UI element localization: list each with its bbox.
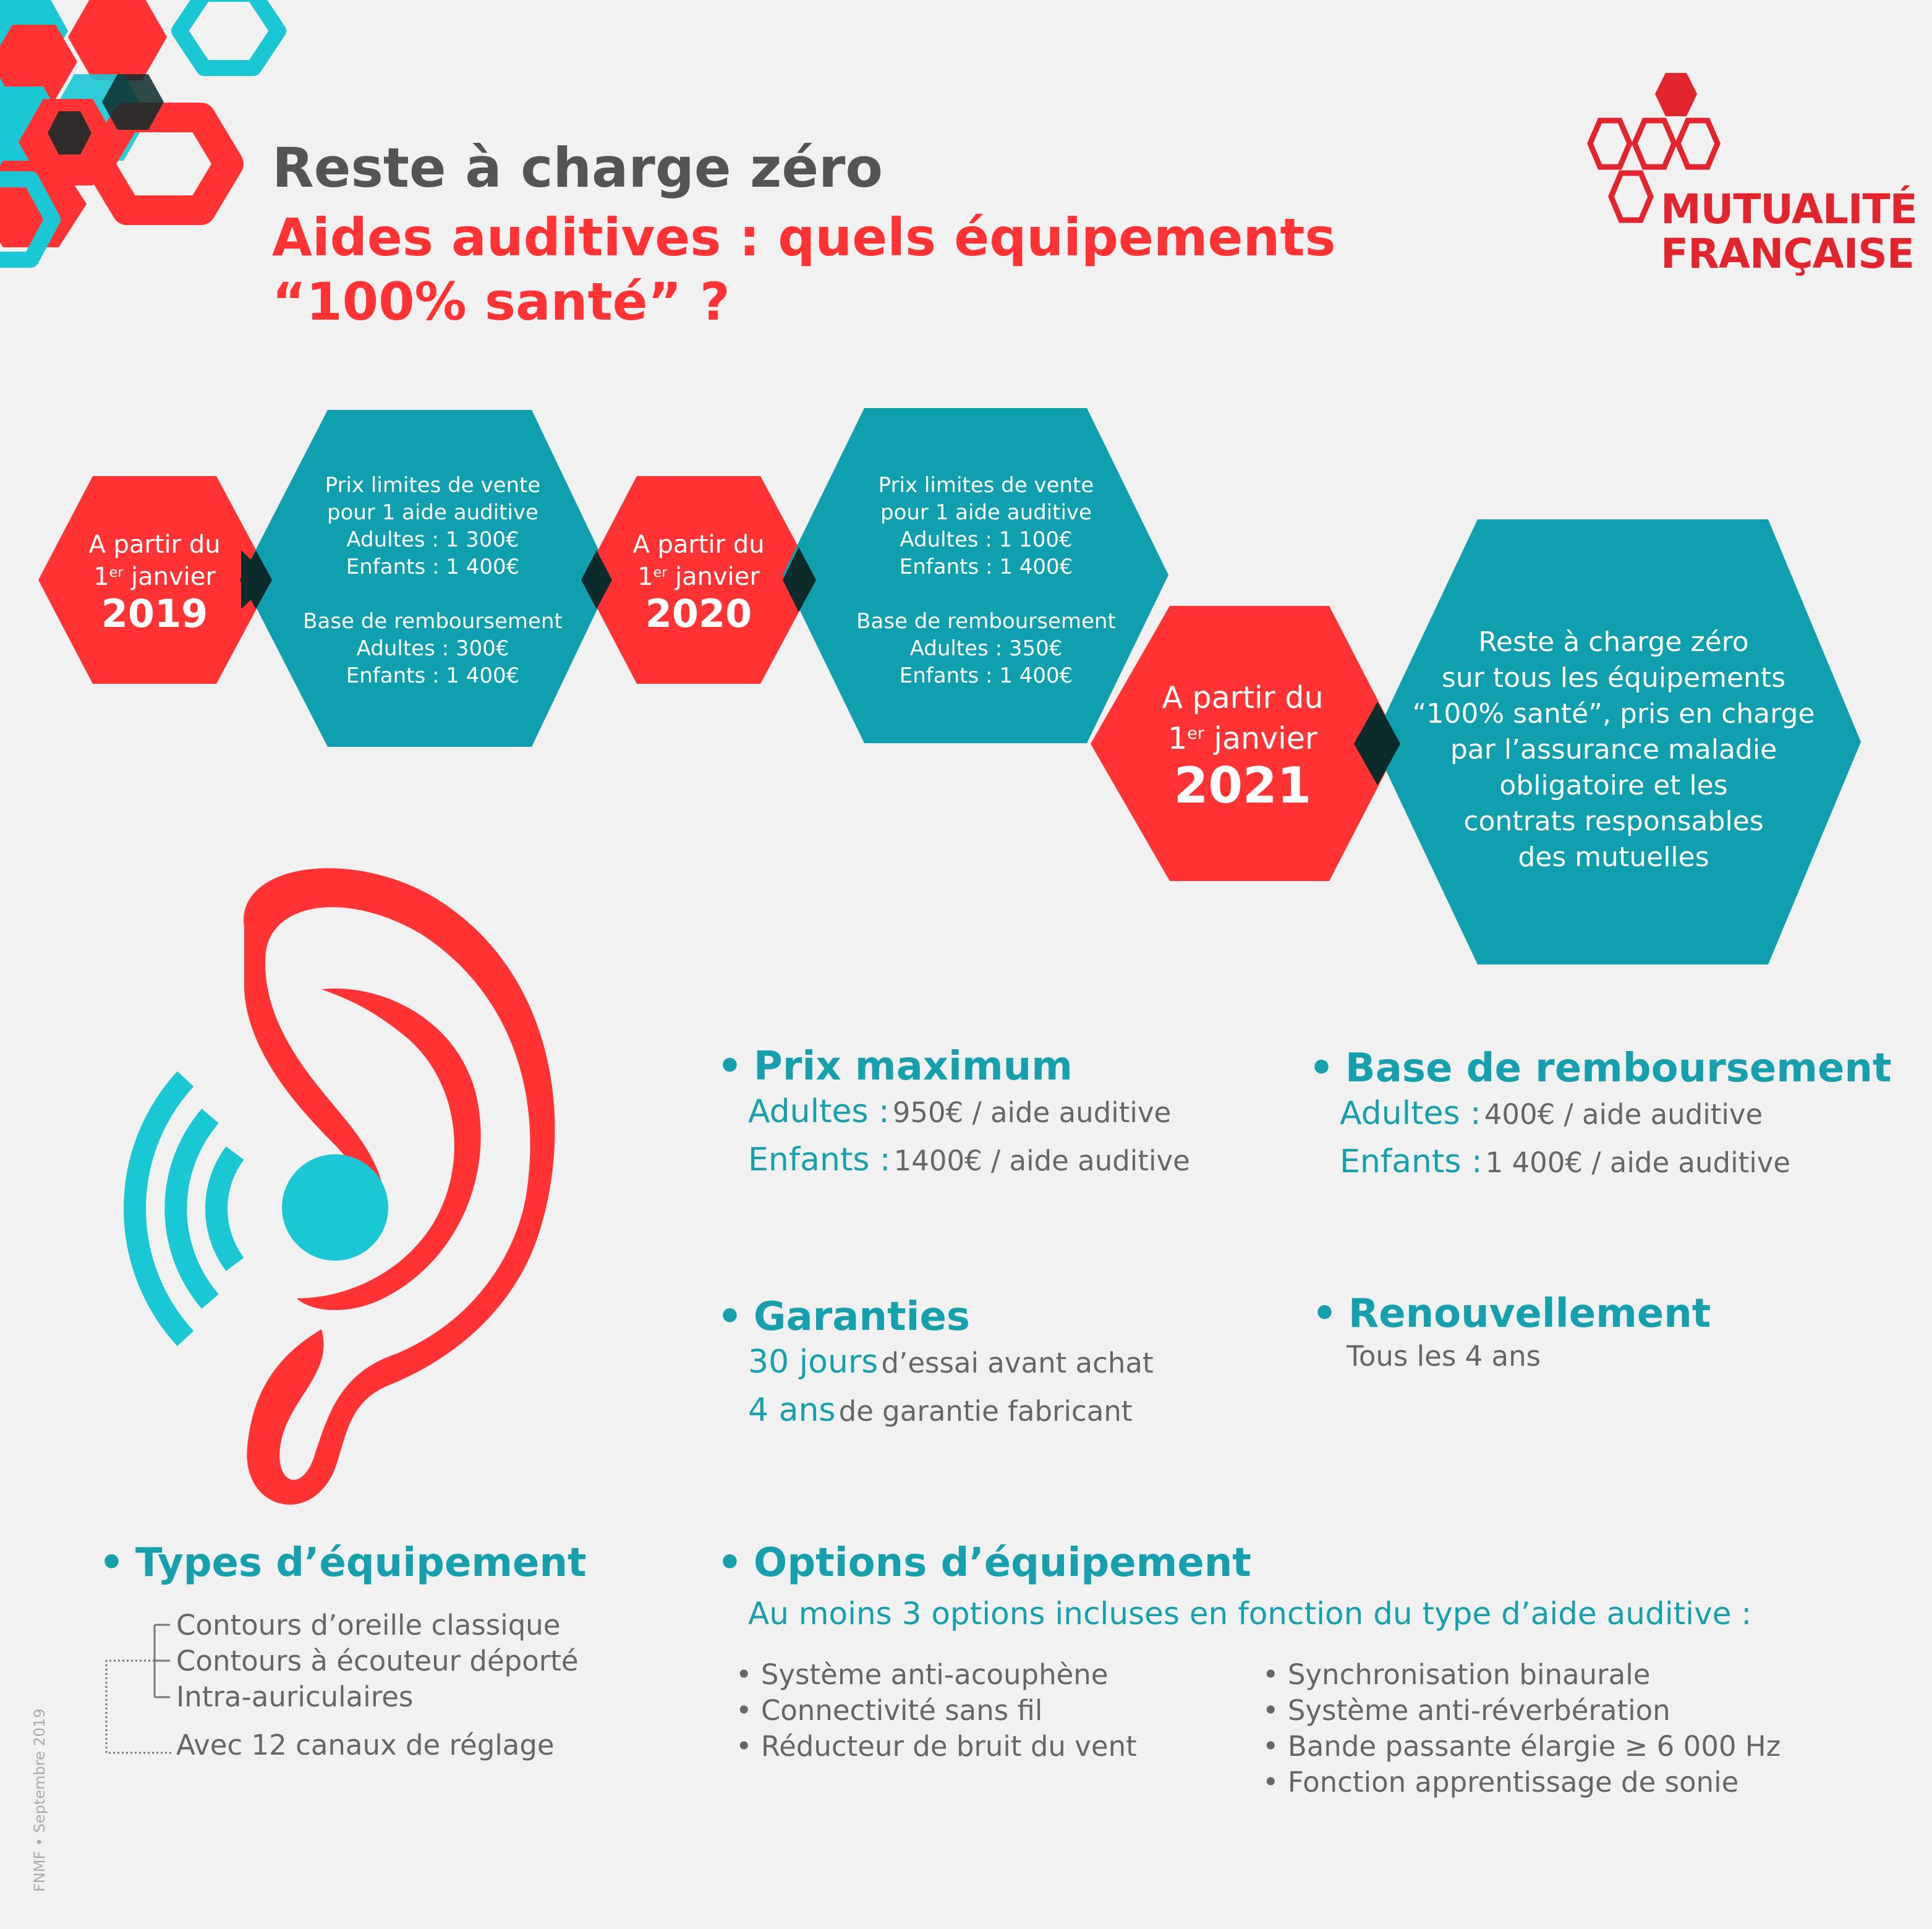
types-footer: Avec 12 canaux de réglage [176,1729,555,1761]
info-2021: Reste à charge zéro sur tous les équipements “100% santé”, pris en charge par l’assurance maladie obligatoire et les contrats responsables des mutuelles [1412,626,1815,873]
subtitle-line-1: Aides auditives : quels équipements [272,207,1336,268]
date-day: 1er janvier [1167,721,1318,757]
prix-row-adultes: Adultes : 950€ / aide auditive [748,1093,1172,1130]
date-year: 2019 [101,591,208,637]
info-2019: Prix limites de vente pour 1 aide auditive Adultes : 1 300€ Enfants : 1 400€ Base de remboursement Adultes : 300€ Enfants : 1 400€ [303,473,563,688]
options-subtitle: Au moins 3 options incluses en fonction du type d’aide auditive : [748,1596,1752,1632]
date-prefix: A partir du [88,530,221,559]
option-item: Synchronisation binaurale [1287,1658,1651,1691]
date-day: 1er janvier [93,563,216,592]
type-item: Intra-auriculaires [176,1680,414,1713]
options-title: • Options d’équipement [717,1540,1251,1586]
garanties-title: • Garanties [717,1294,970,1340]
subtitle-line-2: “100% santé” ? [272,271,730,332]
type-item: Contours à écouteur déporté [176,1645,579,1677]
base-row-enfants: Enfants : 1 400€ / aide auditive [1340,1143,1791,1180]
option-item: Fonction apprentissage de sonie [1287,1766,1739,1799]
option-item: Système anti-réverbération [1287,1694,1670,1727]
garantie-row-essai: 30 jours d’essai avant achat [748,1343,1154,1381]
prix-maximum-title: • Prix maximum [717,1044,1073,1089]
option-item: Bande passante élargie ≥ 6 000 Hz [1287,1730,1781,1763]
date-day: 1er janvier [637,563,760,592]
footer-note: FNMF • Septembre 2019 [31,1708,48,1892]
type-item: Contours d’oreille classique [176,1609,561,1642]
options-section [717,1538,1751,1633]
prix-row-enfants: Enfants : 1400€ / aide auditive [748,1141,1190,1178]
date-prefix: A partir du [632,530,765,559]
logo-line-1: MUTUALITÉ [1661,185,1917,233]
info-2020: Prix limites de vente pour 1 aide auditive Adultes : 1 100€ Enfants : 1 400€ Base de remboursement Adultes : 350€ Enfants : 1 400€ [856,473,1116,688]
logo-line-2: FRANÇAISE [1661,230,1914,278]
option-item: Réducteur de bruit du vent [760,1730,1137,1763]
page-title: Reste à charge zéro [272,136,883,200]
date-prefix: A partir du [1162,680,1324,715]
types-title: • Types d’équipement [99,1540,587,1586]
options-right-list: • Synchronisation binaurale • Système anti-réverbération • Bande passante élargie ≥ 6 000 Hz • Fonction apprentissage de sonie [1262,1658,1781,1799]
date-year: 2021 [1173,757,1312,815]
types-list [176,1608,579,1763]
base-row-adultes: Adultes : 400€ / aide auditive [1340,1095,1763,1132]
renouvellement-text: Tous les 4 ans [1347,1340,1541,1373]
option-item: Connectivité sans fil [760,1694,1043,1727]
renouvellement-title: • Renouvellement [1312,1291,1711,1337]
base-remboursement-title: • Base de remboursement [1309,1045,1892,1091]
garantie-row-fabricant: 4 ans de garantie fabricant [748,1392,1133,1429]
options-left-list: • Système anti-acouphène • Connectivité sans fil • Réducteur de bruit du vent [736,1658,1137,1763]
option-item: Système anti-acouphène [760,1658,1109,1691]
date-year: 2020 [645,591,752,637]
